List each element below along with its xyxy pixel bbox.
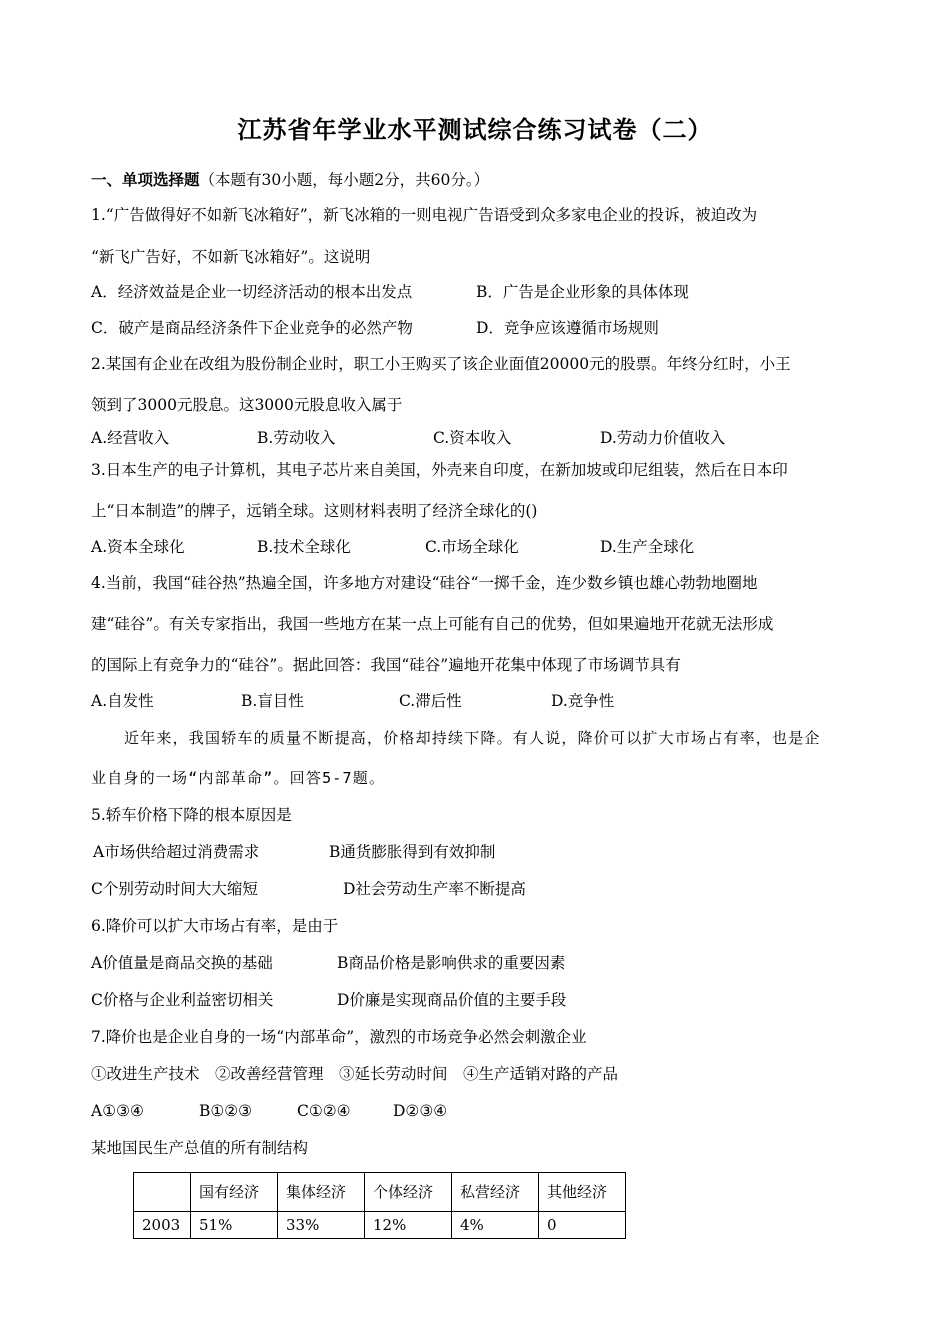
table-header-cell: 个体经济 <box>365 1173 452 1212</box>
table-row <box>134 1212 626 1239</box>
q4-option-c: C.滞后性 <box>399 692 462 710</box>
q1-option-c: C．破产是商品经济条件下企业竞争的必然产物 <box>91 319 413 337</box>
table-cell: 51% <box>191 1212 278 1239</box>
q4-stem-line2: 建“硅谷”。有关专家指出，我国一些地方在某一点上可能有自己的优势，但如果遍地开花就无法形成 <box>91 615 774 633</box>
q7-option-b: B①②③ <box>199 1102 253 1120</box>
q5-option-a: A市场供给超过消费需求 <box>93 843 260 861</box>
table-cell: 12% <box>365 1212 452 1239</box>
q5-options-row2 <box>91 879 871 899</box>
q6-options-row1 <box>91 953 871 973</box>
q2-stem-line1: 2.某国有企业在改组为股份制企业时，职工小王购买了该企业面值20000元的股票。年终分红时，小王 <box>91 355 791 373</box>
section-heading-line <box>91 170 489 190</box>
q1-options-row1 <box>91 282 871 302</box>
table-header-cell: 集体经济 <box>278 1173 365 1212</box>
q3-stem-line2: 上“日本制造”的牌子，远销全球。这则材料表明了经济全球化的() <box>91 502 538 520</box>
q7-option-d: D②③④ <box>393 1102 448 1120</box>
q6-option-d: D价廉是实现商品价值的主要手段 <box>337 991 567 1009</box>
q2-options-row <box>91 428 871 448</box>
q4-option-b: B.盲目性 <box>241 692 304 710</box>
q7-stem: 7.降价也是企业自身的一场“内部革命”，激烈的市场竞争必然会刺激企业 <box>91 1028 587 1046</box>
table-cell: 2003 <box>134 1212 191 1239</box>
q4-stem-line3: 的国际上有竞争力的“硅谷”。据此回答：我国“硅谷”遍地开花集中体现了市场调节具有 <box>91 656 681 674</box>
table-header-row <box>134 1173 626 1212</box>
q1-option-d: D．竞争应该遵循市场规则 <box>476 319 659 337</box>
q5-option-c: C个别劳动时间大大缩短 <box>91 880 258 898</box>
q4-option-d: D.竞争性 <box>551 692 615 710</box>
q3-option-d: D.生产全球化 <box>600 538 695 556</box>
q2-option-b: B.劳动收入 <box>257 429 336 447</box>
q2-option-d: D.劳动力价值收入 <box>600 429 726 447</box>
section-note: （本题有30小题，每小题2分，共60分。） <box>199 171 490 189</box>
q1-stem-line2: “新飞广告好，不如新飞冰箱好”。这说明 <box>91 248 371 266</box>
q1-option-a: A．经济效益是企业一切经济活动的根本出发点 <box>91 283 413 301</box>
q2-option-c: C.资本收入 <box>433 429 512 447</box>
q3-option-a: A.资本全球化 <box>91 538 185 556</box>
q4-stem-line1: 4.当前，我国“硅谷热”热遍全国，许多地方对建设“硅谷“一掷千金，连少数乡镇也雄心勃勃地圈地 <box>91 574 758 592</box>
q2-stem-line2: 领到了3000元股息。这3000元股息收入属于 <box>91 396 403 414</box>
q3-option-c: C.市场全球化 <box>425 538 519 556</box>
q4-option-a: A.自发性 <box>91 692 154 710</box>
material-line1: 近年来，我国轿车的质量不断提高，价格却持续下降。有人说，降价可以扩大市场占有率，也是企 <box>124 729 821 747</box>
q7-option-a: A①③④ <box>91 1102 144 1120</box>
table-header-cell: 其他经济 <box>539 1173 626 1212</box>
q3-stem-line1: 3.日本生产的电子计算机，其电子芯片来自美国，外壳来自印度，在新加坡或印尼组装，然后在日本印 <box>91 461 788 479</box>
table-cell: 0 <box>539 1212 626 1239</box>
q1-stem-line1: 1.“广告做得好不如新飞冰箱好”，新飞冰箱的一则电视广告语受到众多家电企业的投诉，被迫改为 <box>91 206 758 224</box>
table-header-cell: 私营经济 <box>452 1173 539 1212</box>
exam-title: 江苏省年学业水平测试综合练习试卷（二） <box>237 115 713 144</box>
table-header-cell <box>134 1173 191 1212</box>
q6-option-c: C价格与企业利益密切相关 <box>91 991 274 1009</box>
material-line2: 业自身的一场“内部革命”。回答5-7题。 <box>91 769 386 787</box>
table-caption: 某地国民生产总值的所有制结构 <box>91 1139 309 1157</box>
q6-option-a: A价值量是商品交换的基础 <box>91 954 273 972</box>
table-cell: 4% <box>452 1212 539 1239</box>
q5-stem: 5.轿车价格下降的根本原因是 <box>91 806 292 824</box>
q6-option-b: B商品价格是影响供求的重要因素 <box>337 954 566 972</box>
q3-options-row <box>91 537 871 557</box>
table-cell: 33% <box>278 1212 365 1239</box>
q6-options-row2 <box>91 990 871 1010</box>
q3-option-b: B.技术全球化 <box>257 538 351 556</box>
q5-option-b: B通货膨胀得到有效抑制 <box>329 843 496 861</box>
q5-option-d: D社会劳动生产率不断提高 <box>343 880 526 898</box>
ownership-table <box>133 1172 626 1239</box>
q2-option-a: A.经营收入 <box>91 429 170 447</box>
q7-items: ①改进生产技术 ②改善经营管理 ③延长劳动时间 ④生产适销对路的产品 <box>91 1065 619 1083</box>
q7-options-row <box>91 1101 871 1121</box>
q6-stem: 6.降价可以扩大市场占有率，是由于 <box>91 917 339 935</box>
q5-options-row1 <box>91 842 871 862</box>
q1-option-b: B．广告是企业形象的具体体现 <box>476 283 689 301</box>
table-header-cell: 国有经济 <box>191 1173 278 1212</box>
q4-options-row <box>91 691 871 711</box>
q7-option-c: C①②④ <box>297 1102 351 1120</box>
section-heading: 一、单项选择题 <box>91 170 200 189</box>
q1-options-row2 <box>91 318 871 338</box>
